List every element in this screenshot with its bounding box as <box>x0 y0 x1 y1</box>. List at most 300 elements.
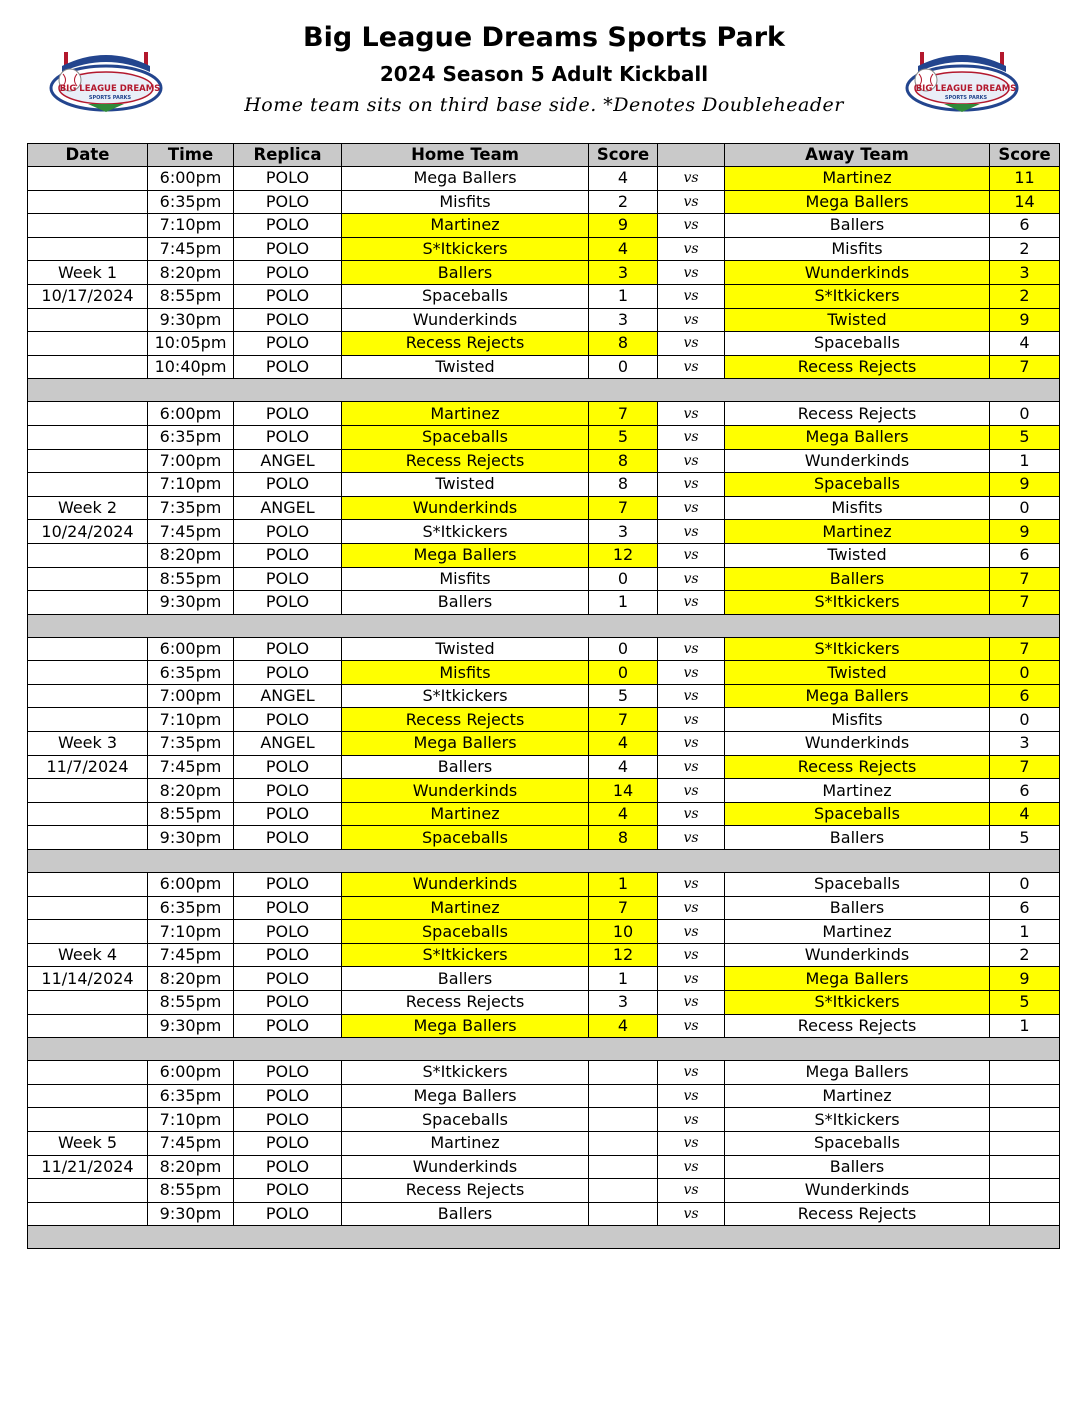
away-score: 5 <box>990 425 1060 449</box>
game-time: 6:35pm <box>148 425 234 449</box>
replica-field: POLO <box>234 1155 342 1179</box>
replica-field: POLO <box>234 332 342 356</box>
game-time: 6:00pm <box>148 637 234 661</box>
table-row <box>28 732 1060 756</box>
home-team: Martinez <box>342 214 589 238</box>
vs-label: vs <box>658 496 725 520</box>
date-cell <box>28 591 148 615</box>
home-team: Martinez <box>342 802 589 826</box>
page-title: Big League Dreams Sports Park <box>303 22 785 53</box>
table-row <box>28 708 1060 732</box>
vs-label: vs <box>658 1202 725 1226</box>
game-time: 6:00pm <box>148 167 234 191</box>
away-score: 14 <box>990 190 1060 214</box>
away-score: 3 <box>990 732 1060 756</box>
date-cell <box>28 402 148 426</box>
replica-field: POLO <box>234 520 342 544</box>
home-score: 7 <box>589 496 658 520</box>
date-cell <box>28 237 148 261</box>
home-score: 4 <box>589 167 658 191</box>
replica-field: POLO <box>234 425 342 449</box>
column-header-vs <box>658 144 725 167</box>
away-score: 2 <box>990 943 1060 967</box>
table-row <box>28 896 1060 920</box>
table-row <box>28 755 1060 779</box>
replica-field: POLO <box>234 237 342 261</box>
date-cell <box>28 708 148 732</box>
table-row <box>28 567 1060 591</box>
away-score: 0 <box>990 496 1060 520</box>
home-team: Wunderkinds <box>342 308 589 332</box>
away-team: Recess Rejects <box>725 755 990 779</box>
away-team: Recess Rejects <box>725 355 990 379</box>
away-score: 6 <box>990 543 1060 567</box>
vs-label: vs <box>658 167 725 191</box>
home-team: Recess Rejects <box>342 708 589 732</box>
away-score <box>990 1202 1060 1226</box>
date-cell <box>28 355 148 379</box>
away-team: Martinez <box>725 1084 990 1108</box>
away-team: Ballers <box>725 567 990 591</box>
column-header-home-team: Home Team <box>342 144 589 167</box>
home-team: Spaceballs <box>342 425 589 449</box>
home-score: 10 <box>589 920 658 944</box>
game-time: 6:35pm <box>148 1084 234 1108</box>
game-time: 8:20pm <box>148 967 234 991</box>
replica-field: POLO <box>234 755 342 779</box>
schedule-note: Home team sits on third base side. *Denotes Doubleheader <box>244 94 844 116</box>
away-score: 9 <box>990 473 1060 497</box>
away-team: Wunderkinds <box>725 943 990 967</box>
home-team: Recess Rejects <box>342 991 589 1015</box>
game-time: 7:10pm <box>148 920 234 944</box>
vs-label: vs <box>658 1061 725 1085</box>
date-cell <box>28 543 148 567</box>
replica-field: POLO <box>234 1084 342 1108</box>
home-score: 3 <box>589 308 658 332</box>
replica-field: POLO <box>234 355 342 379</box>
table-row <box>28 1061 1060 1085</box>
date-cell <box>28 167 148 191</box>
away-score <box>990 1061 1060 1085</box>
home-team: Wunderkinds <box>342 779 589 803</box>
game-time: 6:00pm <box>148 873 234 897</box>
week-separator <box>28 379 1060 402</box>
week-separator <box>28 1038 1060 1061</box>
vs-label: vs <box>658 1014 725 1038</box>
away-team: Twisted <box>725 543 990 567</box>
date-cell <box>28 991 148 1015</box>
home-score: 5 <box>589 684 658 708</box>
vs-label: vs <box>658 1084 725 1108</box>
away-team: Mega Ballers <box>725 1061 990 1085</box>
table-row <box>28 261 1060 285</box>
away-score: 4 <box>990 802 1060 826</box>
table-row <box>28 591 1060 615</box>
away-team: Martinez <box>725 520 990 544</box>
table-row <box>28 496 1060 520</box>
replica-field: POLO <box>234 190 342 214</box>
game-time: 7:35pm <box>148 732 234 756</box>
away-score: 7 <box>990 567 1060 591</box>
vs-label: vs <box>658 920 725 944</box>
home-team: Spaceballs <box>342 284 589 308</box>
home-team: Spaceballs <box>342 920 589 944</box>
vs-label: vs <box>658 755 725 779</box>
table-row <box>28 214 1060 238</box>
table-row <box>28 991 1060 1015</box>
home-team: S*Itkickers <box>342 943 589 967</box>
date-cell <box>28 332 148 356</box>
game-time: 7:45pm <box>148 520 234 544</box>
away-score: 6 <box>990 684 1060 708</box>
home-team: Twisted <box>342 637 589 661</box>
home-team: Ballers <box>342 755 589 779</box>
home-team: Martinez <box>342 402 589 426</box>
vs-label: vs <box>658 1108 725 1132</box>
vs-label: vs <box>658 473 725 497</box>
away-team: Ballers <box>725 896 990 920</box>
away-score: 4 <box>990 332 1060 356</box>
home-team: Mega Ballers <box>342 732 589 756</box>
home-score: 14 <box>589 779 658 803</box>
vs-label: vs <box>658 1179 725 1203</box>
game-time: 7:45pm <box>148 237 234 261</box>
game-time: 8:55pm <box>148 1179 234 1203</box>
home-team: Ballers <box>342 261 589 285</box>
game-time: 9:30pm <box>148 1014 234 1038</box>
vs-label: vs <box>658 779 725 803</box>
table-row <box>28 920 1060 944</box>
vs-label: vs <box>658 991 725 1015</box>
away-team: Martinez <box>725 167 990 191</box>
table-row <box>28 190 1060 214</box>
away-score: 7 <box>990 755 1060 779</box>
home-score: 3 <box>589 261 658 285</box>
table-row <box>28 826 1060 850</box>
away-team: Spaceballs <box>725 873 990 897</box>
game-time: 7:45pm <box>148 755 234 779</box>
game-time: 8:55pm <box>148 802 234 826</box>
table-row <box>28 873 1060 897</box>
home-score: 0 <box>589 355 658 379</box>
replica-field: POLO <box>234 1202 342 1226</box>
replica-field: POLO <box>234 1061 342 1085</box>
replica-field: ANGEL <box>234 449 342 473</box>
away-team: S*Itkickers <box>725 991 990 1015</box>
week-date: 11/21/2024 <box>28 1155 148 1179</box>
week-label: Week 1 <box>28 261 148 285</box>
vs-label: vs <box>658 425 725 449</box>
home-score: 8 <box>589 449 658 473</box>
logo-text: BIG LEAGUE DREAMS <box>915 84 1017 94</box>
game-time: 8:55pm <box>148 991 234 1015</box>
home-team: Martinez <box>342 1131 589 1155</box>
away-team: Twisted <box>725 661 990 685</box>
game-time: 8:55pm <box>148 567 234 591</box>
date-cell <box>28 1179 148 1203</box>
home-score <box>589 1131 658 1155</box>
away-team: Wunderkinds <box>725 261 990 285</box>
table-row <box>28 802 1060 826</box>
home-team: Recess Rejects <box>342 1179 589 1203</box>
replica-field: POLO <box>234 543 342 567</box>
replica-field: POLO <box>234 826 342 850</box>
away-team: Spaceballs <box>725 332 990 356</box>
game-time: 7:00pm <box>148 449 234 473</box>
away-score: 1 <box>990 449 1060 473</box>
game-time: 7:10pm <box>148 1108 234 1132</box>
home-score: 8 <box>589 332 658 356</box>
away-team: Ballers <box>725 826 990 850</box>
game-time: 7:10pm <box>148 473 234 497</box>
game-time: 9:30pm <box>148 308 234 332</box>
table-row <box>28 1155 1060 1179</box>
date-cell <box>28 684 148 708</box>
week-separator-row <box>28 1226 1060 1249</box>
home-score <box>589 1084 658 1108</box>
home-score <box>589 1179 658 1203</box>
game-time: 6:35pm <box>148 190 234 214</box>
replica-field: POLO <box>234 943 342 967</box>
table-row <box>28 543 1060 567</box>
game-time: 7:10pm <box>148 214 234 238</box>
replica-field: POLO <box>234 991 342 1015</box>
away-team: Twisted <box>725 308 990 332</box>
replica-field: POLO <box>234 591 342 615</box>
home-team: Misfits <box>342 661 589 685</box>
vs-label: vs <box>658 332 725 356</box>
home-team: Twisted <box>342 473 589 497</box>
week-date: 10/17/2024 <box>28 284 148 308</box>
week-label: Week 4 <box>28 943 148 967</box>
home-team: Wunderkinds <box>342 1155 589 1179</box>
away-team: Wunderkinds <box>725 1179 990 1203</box>
replica-field: POLO <box>234 802 342 826</box>
week-date: 11/7/2024 <box>28 755 148 779</box>
date-cell <box>28 1108 148 1132</box>
home-score: 1 <box>589 873 658 897</box>
away-team: Mega Ballers <box>725 684 990 708</box>
week-separator <box>28 850 1060 873</box>
schedule-body <box>28 167 1060 1249</box>
home-team: Ballers <box>342 591 589 615</box>
home-score: 1 <box>589 591 658 615</box>
away-team: S*Itkickers <box>725 1108 990 1132</box>
table-row <box>28 684 1060 708</box>
replica-field: POLO <box>234 567 342 591</box>
vs-label: vs <box>658 567 725 591</box>
away-team: Ballers <box>725 214 990 238</box>
home-team: Spaceballs <box>342 1108 589 1132</box>
date-cell <box>28 214 148 238</box>
page-header <box>0 0 1088 140</box>
date-cell <box>28 1084 148 1108</box>
home-team: Mega Ballers <box>342 1014 589 1038</box>
home-score: 1 <box>589 284 658 308</box>
table-row <box>28 520 1060 544</box>
replica-field: POLO <box>234 402 342 426</box>
home-score: 3 <box>589 520 658 544</box>
vs-label: vs <box>658 684 725 708</box>
table-row <box>28 943 1060 967</box>
game-time: 6:35pm <box>148 896 234 920</box>
vs-label: vs <box>658 214 725 238</box>
home-score: 0 <box>589 567 658 591</box>
week-label: Week 5 <box>28 1131 148 1155</box>
home-score: 3 <box>589 991 658 1015</box>
date-cell <box>28 449 148 473</box>
schedule-table <box>27 143 1060 1249</box>
replica-field: POLO <box>234 284 342 308</box>
home-team: Mega Ballers <box>342 543 589 567</box>
home-score: 2 <box>589 190 658 214</box>
table-row <box>28 449 1060 473</box>
week-separator-row <box>28 379 1060 402</box>
game-time: 9:30pm <box>148 591 234 615</box>
game-time: 10:40pm <box>148 355 234 379</box>
replica-field: POLO <box>234 214 342 238</box>
table-row <box>28 1084 1060 1108</box>
week-date: 11/14/2024 <box>28 967 148 991</box>
vs-label: vs <box>658 237 725 261</box>
home-score: 9 <box>589 214 658 238</box>
away-score <box>990 1155 1060 1179</box>
table-row <box>28 1108 1060 1132</box>
date-cell <box>28 190 148 214</box>
away-score <box>990 1179 1060 1203</box>
game-time: 7:00pm <box>148 684 234 708</box>
away-team: Recess Rejects <box>725 402 990 426</box>
away-score: 1 <box>990 1014 1060 1038</box>
date-cell <box>28 826 148 850</box>
vs-label: vs <box>658 261 725 285</box>
table-row <box>28 402 1060 426</box>
column-header-time: Time <box>148 144 234 167</box>
replica-field: POLO <box>234 308 342 332</box>
date-cell <box>28 425 148 449</box>
date-cell <box>28 779 148 803</box>
home-score: 12 <box>589 543 658 567</box>
game-time: 8:20pm <box>148 1155 234 1179</box>
date-cell <box>28 637 148 661</box>
date-cell <box>28 920 148 944</box>
replica-field: ANGEL <box>234 732 342 756</box>
game-time: 6:35pm <box>148 661 234 685</box>
vs-label: vs <box>658 355 725 379</box>
column-header-date: Date <box>28 144 148 167</box>
table-header-row <box>28 144 1060 167</box>
away-team: Recess Rejects <box>725 1202 990 1226</box>
away-score: 1 <box>990 920 1060 944</box>
replica-field: POLO <box>234 920 342 944</box>
home-score: 4 <box>589 1014 658 1038</box>
date-cell <box>28 1202 148 1226</box>
game-time: 9:30pm <box>148 1202 234 1226</box>
table-row <box>28 167 1060 191</box>
game-time: 7:45pm <box>148 943 234 967</box>
vs-label: vs <box>658 708 725 732</box>
vs-label: vs <box>658 873 725 897</box>
home-team: Misfits <box>342 190 589 214</box>
week-separator-row <box>28 850 1060 873</box>
away-score: 11 <box>990 167 1060 191</box>
vs-label: vs <box>658 661 725 685</box>
replica-field: POLO <box>234 896 342 920</box>
date-cell <box>28 802 148 826</box>
vs-label: vs <box>658 284 725 308</box>
vs-label: vs <box>658 543 725 567</box>
away-team: Mega Ballers <box>725 190 990 214</box>
vs-label: vs <box>658 732 725 756</box>
table-row <box>28 1014 1060 1038</box>
column-header-away-score: Score <box>990 144 1060 167</box>
date-cell <box>28 661 148 685</box>
away-team: Ballers <box>725 1155 990 1179</box>
table-row <box>28 308 1060 332</box>
column-header-replica: Replica <box>234 144 342 167</box>
table-row <box>28 1179 1060 1203</box>
away-team: Wunderkinds <box>725 732 990 756</box>
away-team: Wunderkinds <box>725 449 990 473</box>
replica-field: POLO <box>234 661 342 685</box>
away-score: 0 <box>990 873 1060 897</box>
table-row <box>28 284 1060 308</box>
away-team: Martinez <box>725 920 990 944</box>
home-team: S*Itkickers <box>342 684 589 708</box>
away-team: S*Itkickers <box>725 591 990 615</box>
home-team: Recess Rejects <box>342 332 589 356</box>
away-team: Recess Rejects <box>725 1014 990 1038</box>
vs-label: vs <box>658 826 725 850</box>
home-score: 12 <box>589 943 658 967</box>
away-score: 9 <box>990 308 1060 332</box>
away-team: Spaceballs <box>725 473 990 497</box>
vs-label: vs <box>658 943 725 967</box>
home-score: 8 <box>589 826 658 850</box>
game-time: 7:10pm <box>148 708 234 732</box>
away-score: 7 <box>990 637 1060 661</box>
away-team: Spaceballs <box>725 1131 990 1155</box>
away-team: Spaceballs <box>725 802 990 826</box>
home-team: Mega Ballers <box>342 1084 589 1108</box>
away-score: 9 <box>990 967 1060 991</box>
away-team: Martinez <box>725 779 990 803</box>
home-score <box>589 1061 658 1085</box>
week-separator-row <box>28 614 1060 637</box>
replica-field: ANGEL <box>234 496 342 520</box>
replica-field: POLO <box>234 1014 342 1038</box>
home-score: 5 <box>589 425 658 449</box>
table-row <box>28 237 1060 261</box>
week-date: 10/24/2024 <box>28 520 148 544</box>
vs-label: vs <box>658 896 725 920</box>
home-score <box>589 1108 658 1132</box>
table-row <box>28 425 1060 449</box>
replica-field: POLO <box>234 873 342 897</box>
replica-field: POLO <box>234 708 342 732</box>
home-score: 4 <box>589 802 658 826</box>
game-time: 9:30pm <box>148 826 234 850</box>
table-row <box>28 332 1060 356</box>
away-team: Misfits <box>725 237 990 261</box>
table-row <box>28 355 1060 379</box>
away-score: 9 <box>990 520 1060 544</box>
home-team: Ballers <box>342 1202 589 1226</box>
away-score: 6 <box>990 779 1060 803</box>
vs-label: vs <box>658 1155 725 1179</box>
home-score: 0 <box>589 637 658 661</box>
